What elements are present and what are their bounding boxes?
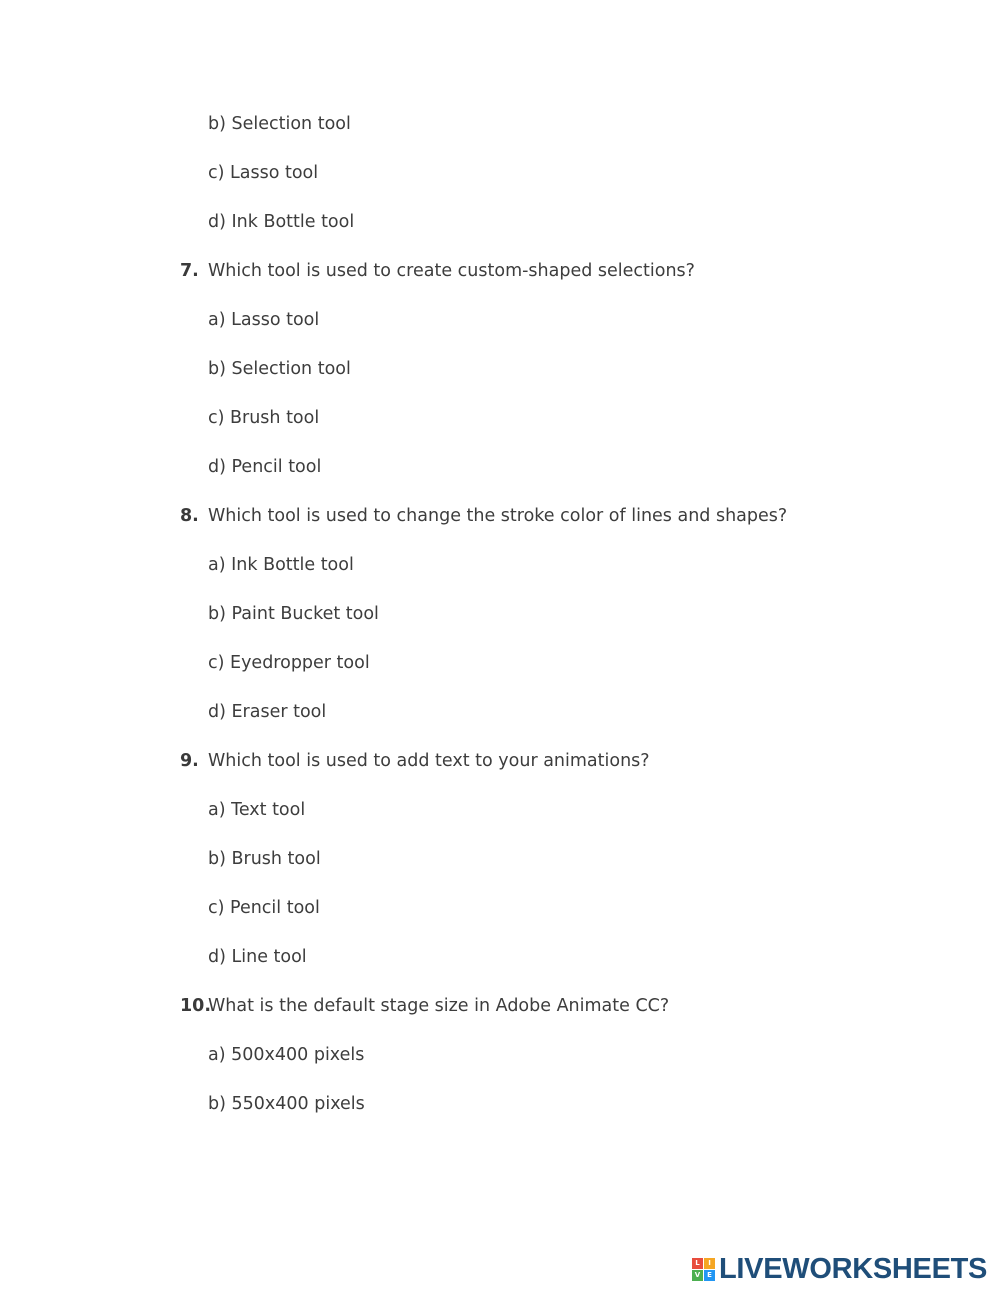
liveworksheets-logo — [692, 1252, 987, 1286]
question-number: 10. — [180, 996, 212, 1016]
question-text: Which tool is used to create custom-shaped selections? — [208, 261, 695, 281]
question-text: Which tool is used to change the stroke color of lines and shapes? — [208, 506, 788, 526]
logo-badge-letter: L — [692, 1258, 703, 1269]
logo-badge-icon — [692, 1258, 715, 1281]
question-number: 7. — [180, 261, 199, 281]
question-number: 8. — [180, 506, 199, 526]
question-text: Which tool is used to add text to your animations? — [208, 751, 650, 771]
option: c) Brush tool — [208, 408, 320, 428]
option: b) 550x400 pixels — [208, 1094, 365, 1114]
option: a) 500x400 pixels — [208, 1045, 365, 1065]
option: a) Text tool — [208, 800, 306, 820]
option: b) Paint Bucket tool — [208, 604, 379, 624]
option: d) Ink Bottle tool — [208, 212, 355, 232]
question-text: What is the default stage size in Adobe Animate CC? — [208, 996, 670, 1016]
logo-badge-letter: V — [692, 1270, 703, 1281]
logo-badge-letter: I — [704, 1258, 715, 1269]
option: d) Eraser tool — [208, 702, 327, 722]
question-number: 9. — [180, 751, 199, 771]
option: d) Pencil tool — [208, 457, 322, 477]
option: c) Lasso tool — [208, 163, 319, 183]
option: b) Brush tool — [208, 849, 321, 869]
option: b) Selection tool — [208, 359, 351, 379]
option: a) Ink Bottle tool — [208, 555, 354, 575]
option: c) Eyedropper tool — [208, 653, 370, 673]
logo-text: LIVEWORKSHEETS — [719, 1253, 988, 1285]
option: b) Selection tool — [208, 114, 351, 134]
logo-badge-letter: E — [704, 1270, 715, 1281]
option: a) Lasso tool — [208, 310, 320, 330]
option: c) Pencil tool — [208, 898, 320, 918]
option: d) Line tool — [208, 947, 307, 967]
